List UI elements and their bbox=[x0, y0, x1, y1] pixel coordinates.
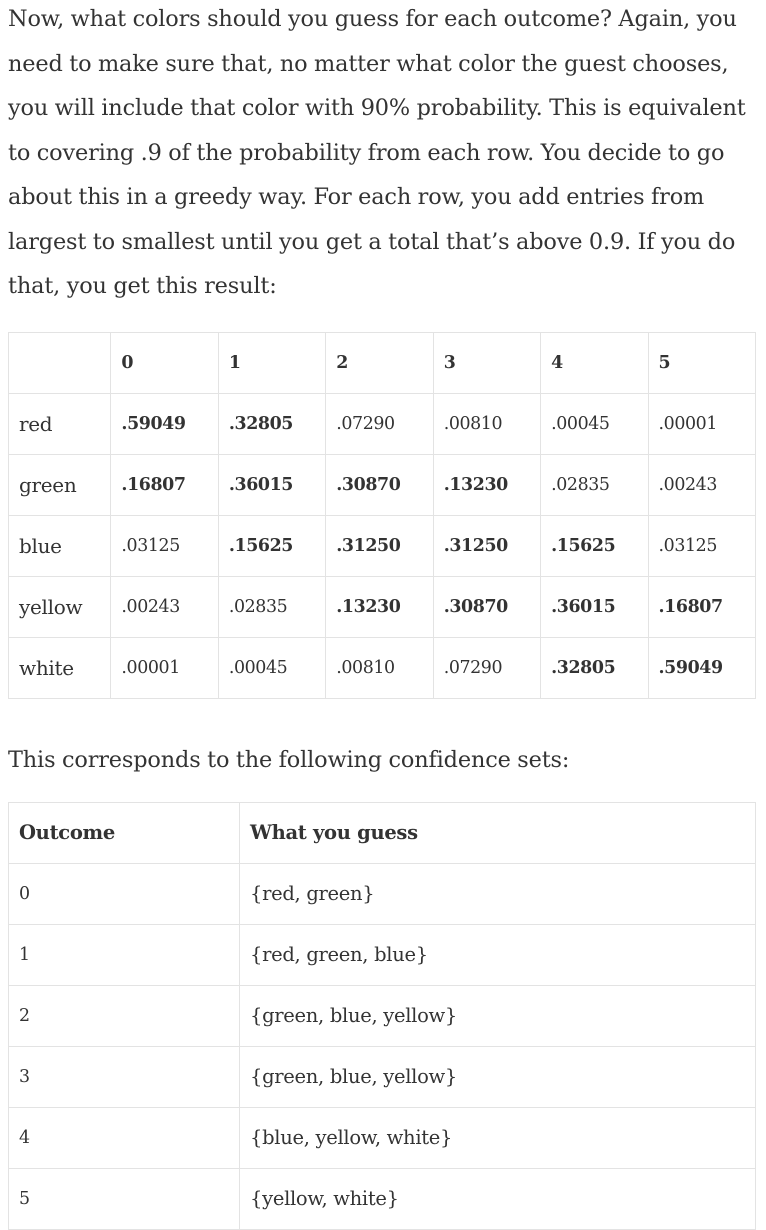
probability-cell: .30870 bbox=[433, 576, 540, 637]
row-label-white: white bbox=[9, 637, 111, 698]
row-label-blue: blue bbox=[9, 515, 111, 576]
probability-cell: .03125 bbox=[648, 515, 755, 576]
probability-cell: .07290 bbox=[433, 637, 540, 698]
row-label-red: red bbox=[9, 393, 111, 454]
probability-cell: .36015 bbox=[541, 576, 648, 637]
probability-cell: .59049 bbox=[648, 637, 755, 698]
guess-cell: {red, green} bbox=[240, 863, 756, 924]
table-row bbox=[9, 985, 756, 1046]
guess-cell: {yellow, white} bbox=[240, 1168, 756, 1229]
probability-cell: .32805 bbox=[541, 637, 648, 698]
outcome-cell: 4 bbox=[9, 1107, 240, 1168]
column-header: 3 bbox=[433, 332, 540, 393]
confidence-sets-paragraph: This corresponds to the following confidence sets: bbox=[8, 746, 570, 773]
column-header: 5 bbox=[648, 332, 755, 393]
probability-cell: .00001 bbox=[648, 393, 755, 454]
column-header: 1 bbox=[218, 332, 325, 393]
confidence-sets-table bbox=[8, 802, 756, 1230]
outcome-cell: 1 bbox=[9, 924, 240, 985]
probability-cell: .31250 bbox=[326, 515, 433, 576]
probability-cell: .13230 bbox=[433, 454, 540, 515]
probability-cell: .07290 bbox=[326, 393, 433, 454]
guess-cell: {green, blue, yellow} bbox=[240, 985, 756, 1046]
probability-cell: .59049 bbox=[111, 393, 218, 454]
outcome-cell: 2 bbox=[9, 985, 240, 1046]
table-row bbox=[9, 863, 756, 924]
probability-cell: .00243 bbox=[648, 454, 755, 515]
probability-table-header-row bbox=[9, 332, 756, 393]
outcome-cell: 5 bbox=[9, 1168, 240, 1229]
probability-cell: .02835 bbox=[541, 454, 648, 515]
probability-cell: .00810 bbox=[326, 637, 433, 698]
probability-cell: .30870 bbox=[326, 454, 433, 515]
column-header: 4 bbox=[541, 332, 648, 393]
column-header: 2 bbox=[326, 332, 433, 393]
probability-cell: .00045 bbox=[541, 393, 648, 454]
probability-cell: .16807 bbox=[111, 454, 218, 515]
probability-cell: .36015 bbox=[218, 454, 325, 515]
table-row bbox=[9, 637, 756, 698]
guess-column-header: What you guess bbox=[240, 802, 756, 863]
table-row bbox=[9, 454, 756, 515]
probability-cell: .32805 bbox=[218, 393, 325, 454]
outcome-cell: 0 bbox=[9, 863, 240, 924]
probability-cell: .00810 bbox=[433, 393, 540, 454]
table-row bbox=[9, 393, 756, 454]
probability-cell: .03125 bbox=[111, 515, 218, 576]
intro-paragraph: Now, what colors should you guess for each outcome? Again, you need to make sure that, no matter what color the guest chooses, you will include that color with 90% probability. This is equivalent to covering .9 of the probability from each row. You decide to go about this in a greedy way. For each row, you add entries from largest to smallest until you get a total that’s above 0.9. If you do that, you get this result: bbox=[8, 6, 746, 299]
row-label-yellow: yellow bbox=[9, 576, 111, 637]
probability-cell: .00243 bbox=[111, 576, 218, 637]
guess-cell: {blue, yellow, white} bbox=[240, 1107, 756, 1168]
probability-cell: .15625 bbox=[541, 515, 648, 576]
outcome-cell: 3 bbox=[9, 1046, 240, 1107]
confidence-table-header-row bbox=[9, 802, 756, 863]
column-header: 0 bbox=[111, 332, 218, 393]
table-row bbox=[9, 576, 756, 637]
probability-cell: .00045 bbox=[218, 637, 325, 698]
probability-cell: .02835 bbox=[218, 576, 325, 637]
probability-cell: .13230 bbox=[326, 576, 433, 637]
probability-cell: .31250 bbox=[433, 515, 540, 576]
probability-cell: .00001 bbox=[111, 637, 218, 698]
table-row bbox=[9, 1046, 756, 1107]
guess-cell: {green, blue, yellow} bbox=[240, 1046, 756, 1107]
table-row bbox=[9, 515, 756, 576]
table-row bbox=[9, 924, 756, 985]
probability-cell: .15625 bbox=[218, 515, 325, 576]
probability-table bbox=[8, 332, 756, 699]
row-label-green: green bbox=[9, 454, 111, 515]
outcome-column-header: Outcome bbox=[9, 802, 240, 863]
probability-cell: .16807 bbox=[648, 576, 755, 637]
table-row bbox=[9, 1168, 756, 1229]
table-row bbox=[9, 1107, 756, 1168]
corner-cell bbox=[9, 332, 111, 393]
guess-cell: {red, green, blue} bbox=[240, 924, 756, 985]
